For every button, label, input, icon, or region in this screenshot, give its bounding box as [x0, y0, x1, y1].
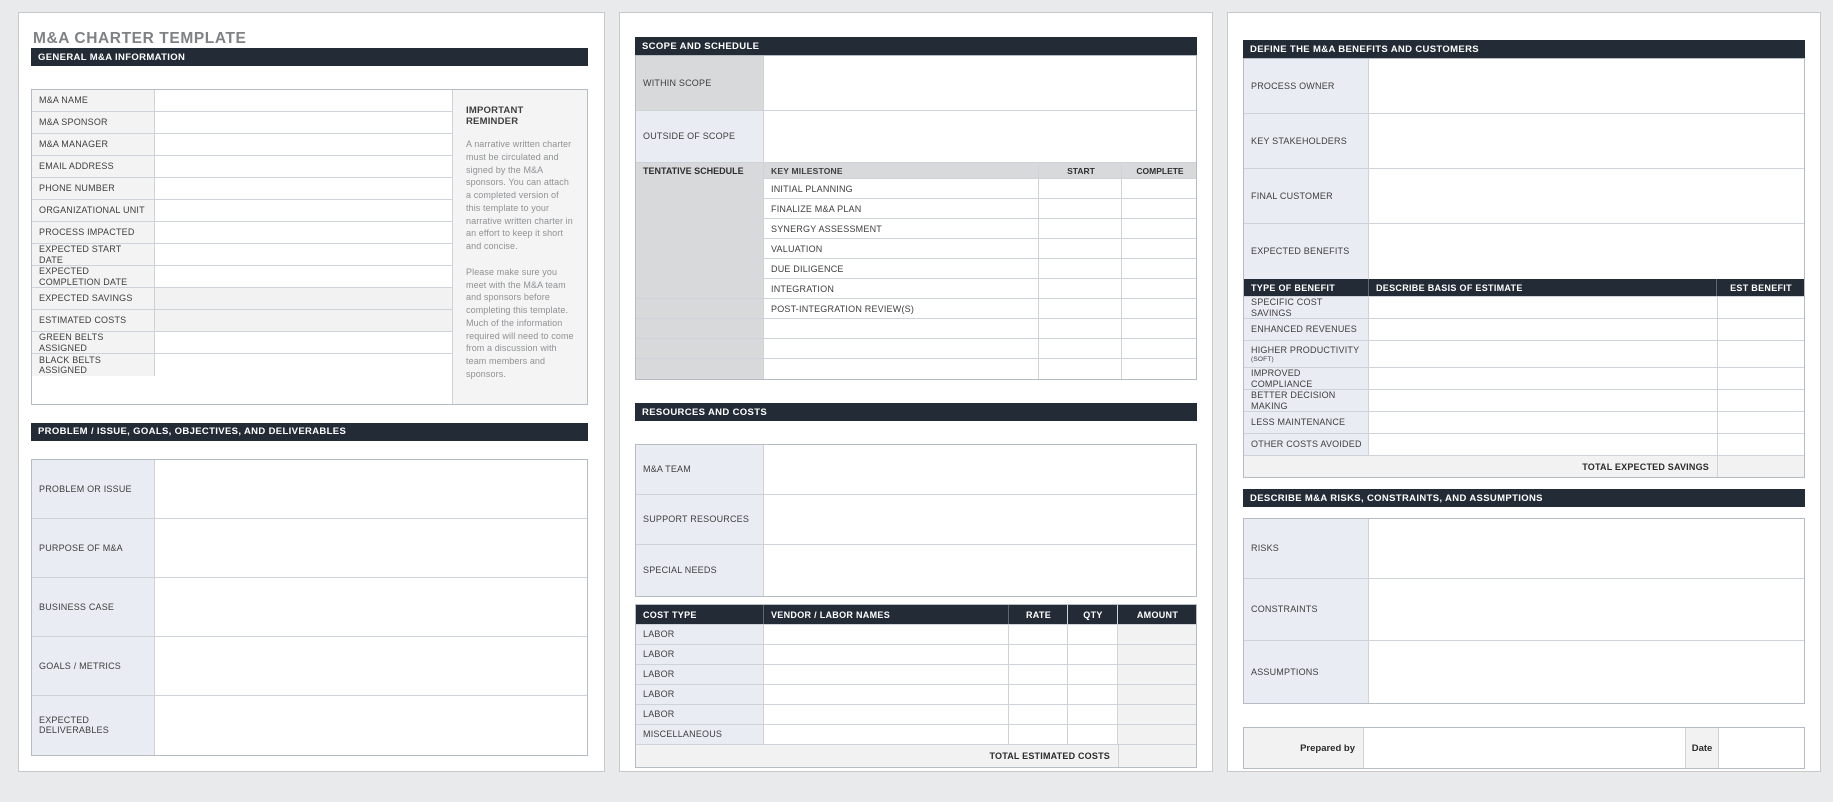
complete-date-cell[interactable]: [1122, 359, 1196, 379]
milestone-name: FINALIZE M&A PLAN: [764, 199, 1039, 218]
table-row: [32, 460, 587, 519]
milestone-name[interactable]: [764, 339, 1039, 358]
milestone-row: [764, 319, 1196, 339]
section-header-benefits-customers: DEFINE THE M&A BENEFITS AND CUSTOMERS: [1243, 40, 1805, 58]
qty-cell[interactable]: [1068, 685, 1118, 704]
table-row: [32, 90, 452, 112]
est-benefit-cell[interactable]: [1717, 434, 1804, 455]
table-row: [1244, 169, 1804, 224]
field-label: SPECIAL NEEDS: [636, 545, 764, 596]
table-row: [32, 156, 452, 178]
page-general-info: [18, 12, 605, 772]
est-benefit-cell[interactable]: [1717, 319, 1804, 340]
schedule-header-row: [764, 163, 1196, 179]
field-label: ASSUMPTIONS: [1244, 641, 1369, 703]
field-label: GREEN BELTS ASSIGNED: [32, 332, 155, 353]
milestone-name: INTEGRATION: [764, 279, 1039, 298]
field-label: SUPPORT RESOURCES: [636, 495, 764, 544]
est-benefit-cell[interactable]: [1717, 390, 1804, 411]
resources-table: [635, 444, 1197, 597]
table-row: [1244, 114, 1804, 169]
rate-cell[interactable]: [1009, 665, 1068, 684]
field-input[interactable]: [764, 495, 1196, 544]
field-input[interactable]: [764, 111, 1196, 162]
est-benefit-cell[interactable]: [1717, 297, 1804, 318]
milestone-row: [764, 219, 1196, 239]
field-label: EMAIL ADDRESS: [32, 156, 155, 177]
start-date-cell[interactable]: [1039, 299, 1122, 318]
table-row: [1244, 224, 1804, 279]
vendor-cell[interactable]: [764, 685, 1009, 704]
field-input[interactable]: [155, 266, 452, 287]
benefit-type-label: ENHANCED REVENUES: [1244, 319, 1369, 340]
field-input[interactable]: [155, 460, 587, 518]
benefit-type-label: [1244, 341, 1369, 367]
field-input[interactable]: [155, 112, 452, 133]
start-date-cell[interactable]: [1039, 359, 1122, 379]
reminder-paragraph: Please make sure you meet with the M&A team and sponsors before completing this template. Much of the information required will need to come from a discussion with team members and sponsors.: [466, 266, 574, 380]
column-header-complete: COMPLETE: [1136, 165, 1184, 176]
scope-schedule-table: [635, 55, 1197, 380]
general-info-table: [31, 89, 588, 405]
table-row: [636, 545, 1196, 596]
prepared-by-input[interactable]: [1364, 728, 1685, 768]
cost-type-label: MISCELLANEOUS: [636, 725, 764, 744]
milestone-name[interactable]: [764, 359, 1039, 379]
section-header-problem: PROBLEM / ISSUE, GOALS, OBJECTIVES, AND DELIVERABLES: [31, 423, 588, 441]
benefit-row: [1244, 434, 1804, 456]
basis-cell[interactable]: [1369, 341, 1717, 367]
column-header-start: START: [1039, 163, 1122, 178]
column-header-benefit-type: TYPE OF BENEFIT: [1244, 279, 1369, 296]
est-benefit-cell[interactable]: [1717, 368, 1804, 389]
benefit-type-label: OTHER COSTS AVOIDED: [1244, 434, 1369, 455]
field-input[interactable]: [1369, 169, 1804, 223]
field-label: WITHIN SCOPE: [636, 56, 764, 110]
milestone-name: POST-INTEGRATION REVIEW(S): [764, 299, 1039, 318]
cost-row: [636, 625, 1196, 645]
basis-cell[interactable]: [1369, 390, 1717, 411]
field-input[interactable]: [155, 90, 452, 111]
field-label: KEY STAKEHOLDERS: [1244, 114, 1369, 168]
column-header-basis: DESCRIBE BASIS OF ESTIMATE: [1369, 279, 1717, 296]
field-input[interactable]: [1369, 114, 1804, 168]
signoff-table: [1243, 727, 1805, 769]
qty-cell[interactable]: [1068, 705, 1118, 724]
vendor-cell[interactable]: [764, 625, 1009, 644]
field-label: PURPOSE OF M&A: [32, 519, 155, 577]
complete-date-cell[interactable]: [1122, 219, 1196, 238]
benefit-row: [1244, 319, 1804, 341]
amount-cell[interactable]: [1118, 685, 1196, 704]
total-estimated-costs-label: TOTAL ESTIMATED COSTS: [989, 751, 1110, 761]
prepared-by-label: Prepared by: [1244, 728, 1364, 768]
field-label: PHONE NUMBER: [32, 178, 155, 199]
field-input[interactable]: [155, 354, 452, 376]
section-header-general: GENERAL M&A INFORMATION: [31, 48, 588, 66]
field-input[interactable]: [1369, 224, 1804, 279]
table-row: [32, 310, 452, 332]
field-input[interactable]: [1369, 641, 1804, 703]
benefit-row: [1244, 297, 1804, 319]
cost-type-label: LABOR: [636, 705, 764, 724]
basis-cell[interactable]: [1369, 297, 1717, 318]
complete-date-cell[interactable]: [1122, 239, 1196, 258]
cost-row: [636, 685, 1196, 705]
field-input[interactable]: [155, 637, 587, 695]
signoff-row: [1244, 728, 1804, 768]
benefit-type-label: IMPROVED COMPLIANCE: [1244, 368, 1369, 389]
section-header-scope: SCOPE AND SCHEDULE: [635, 37, 1197, 55]
column-header-vendor: VENDOR / LABOR NAMES: [764, 605, 1009, 624]
field-input[interactable]: [155, 178, 452, 199]
qty-cell[interactable]: [1068, 725, 1118, 744]
field-input[interactable]: [155, 696, 587, 755]
column-header-cost-type: COST TYPE: [636, 605, 764, 624]
complete-date-cell[interactable]: [1122, 199, 1196, 218]
amount-cell[interactable]: [1118, 705, 1196, 724]
table-row: [636, 56, 1196, 111]
table-row: [1244, 59, 1804, 114]
rate-cell[interactable]: [1009, 725, 1068, 744]
rate-cell[interactable]: [1009, 625, 1068, 644]
milestone-name: VALUATION: [764, 239, 1039, 258]
total-amount-cell[interactable]: [1118, 745, 1196, 767]
field-label: OUTSIDE OF SCOPE: [636, 111, 764, 162]
table-row: [32, 134, 452, 156]
vendor-cell[interactable]: [764, 645, 1009, 664]
milestone-name[interactable]: [764, 319, 1039, 338]
start-date-cell[interactable]: [1039, 239, 1122, 258]
table-row: [636, 111, 1196, 163]
field-input[interactable]: [155, 578, 587, 636]
complete-date-cell[interactable]: [1122, 319, 1196, 338]
milestone-name: SYNERGY ASSESSMENT: [764, 219, 1039, 238]
table-row: [32, 222, 452, 244]
field-input[interactable]: [764, 545, 1196, 596]
milestone-name: DUE DILIGENCE: [764, 259, 1039, 278]
field-input[interactable]: [155, 200, 452, 221]
cost-header-row: [636, 605, 1196, 625]
complete-date-cell[interactable]: [1122, 299, 1196, 318]
vendor-cell[interactable]: [764, 705, 1009, 724]
start-date-cell[interactable]: [1039, 259, 1122, 278]
important-reminder-note: [452, 90, 587, 404]
complete-date-cell[interactable]: [1122, 339, 1196, 358]
table-row: [32, 288, 452, 310]
milestone-name: INITIAL PLANNING: [764, 179, 1039, 198]
complete-date-cell[interactable]: [1122, 279, 1196, 298]
field-label: EXPECTED BENEFITS: [1244, 224, 1369, 279]
qty-cell[interactable]: [1068, 645, 1118, 664]
cost-type-label: LABOR: [636, 665, 764, 684]
table-row: [636, 445, 1196, 495]
table-row: [1244, 579, 1804, 641]
complete-date-cell[interactable]: [1122, 259, 1196, 278]
milestone-row: [764, 239, 1196, 259]
column-header-amount: AMOUNT: [1118, 605, 1196, 624]
amount-cell[interactable]: [1118, 645, 1196, 664]
date-input[interactable]: [1719, 728, 1804, 768]
table-row: [32, 332, 452, 354]
field-label: CONSTRAINTS: [1244, 579, 1369, 640]
cost-row: [636, 645, 1196, 665]
column-header-qty: QTY: [1068, 605, 1118, 624]
field-label: RISKS: [1244, 519, 1369, 578]
field-label: EXPECTED START DATE: [32, 244, 155, 265]
rate-cell[interactable]: [1009, 705, 1068, 724]
field-label: M&A MANAGER: [32, 134, 155, 155]
field-input[interactable]: [1369, 519, 1804, 578]
field-input[interactable]: [764, 445, 1196, 494]
est-benefit-cell[interactable]: [1717, 412, 1804, 433]
start-date-cell[interactable]: [1039, 319, 1122, 338]
start-date-cell[interactable]: [1039, 199, 1122, 218]
milestone-row: [764, 259, 1196, 279]
benefit-type-label: BETTER DECISION MAKING: [1244, 390, 1369, 411]
amount-cell[interactable]: [1118, 625, 1196, 644]
start-date-cell[interactable]: [1039, 339, 1122, 358]
schedule-stub-cell: [636, 299, 763, 319]
benefit-row: [1244, 341, 1804, 368]
table-row: [32, 354, 452, 376]
cost-type-label: LABOR: [636, 625, 764, 644]
section-header-resources: RESOURCES AND COSTS: [635, 403, 1197, 421]
vendor-cell[interactable]: [764, 665, 1009, 684]
qty-cell[interactable]: [1068, 625, 1118, 644]
table-row: [1244, 641, 1804, 703]
start-date-cell[interactable]: [1039, 279, 1122, 298]
table-row: [32, 637, 587, 696]
field-input[interactable]: [155, 244, 452, 265]
table-row: [32, 112, 452, 134]
benefit-total-row: [1244, 456, 1804, 477]
problem-goals-table: [31, 459, 588, 756]
table-row: [32, 578, 587, 637]
field-label: EXPECTED SAVINGS: [32, 288, 155, 309]
table-row: [32, 200, 452, 222]
cost-row: [636, 705, 1196, 725]
date-label: Date: [1685, 728, 1719, 768]
field-input[interactable]: [155, 134, 452, 155]
milestone-row: [764, 359, 1196, 379]
rate-cell[interactable]: [1009, 645, 1068, 664]
field-label: BLACK BELTS ASSIGNED: [32, 354, 155, 376]
milestone-row: [764, 199, 1196, 219]
section-header-risks: DESCRIBE M&A RISKS, CONSTRAINTS, AND ASSUMPTIONS: [1243, 489, 1805, 507]
field-label: ORGANIZATIONAL UNIT: [32, 200, 155, 221]
page-scope-schedule: [619, 12, 1213, 772]
schedule-stub-cell: [636, 339, 763, 359]
field-input[interactable]: [155, 332, 452, 353]
page-title: M&A CHARTER TEMPLATE: [33, 30, 247, 47]
field-label: EXPECTED COMPLETION DATE: [32, 266, 155, 287]
start-date-cell[interactable]: [1039, 179, 1122, 198]
field-label: GOALS / METRICS: [32, 637, 155, 695]
field-input[interactable]: [155, 519, 587, 577]
page-benefits-risks: [1227, 12, 1821, 772]
vendor-cell[interactable]: [764, 725, 1009, 744]
field-input[interactable]: [1369, 59, 1804, 113]
benefit-type-sub: (SOFT): [1251, 355, 1274, 363]
field-input[interactable]: [764, 56, 1196, 110]
field-input[interactable]: [155, 156, 452, 177]
basis-cell[interactable]: [1369, 434, 1717, 455]
basis-cell[interactable]: [1369, 412, 1717, 433]
rate-cell[interactable]: [1009, 685, 1068, 704]
field-label: PROCESS IMPACTED: [32, 222, 155, 243]
field-input[interactable]: [155, 310, 452, 331]
field-label: FINAL CUSTOMER: [1244, 169, 1369, 223]
tentative-schedule-column: [636, 163, 764, 379]
field-label: PROBLEM OR ISSUE: [32, 460, 155, 518]
cost-table: [635, 604, 1197, 768]
complete-date-cell[interactable]: [1122, 179, 1196, 198]
field-label: M&A SPONSOR: [32, 112, 155, 133]
field-label: M&A TEAM: [636, 445, 764, 494]
benefit-row: [1244, 368, 1804, 390]
est-benefit-cell[interactable]: [1717, 341, 1804, 367]
total-expected-savings-label: TOTAL EXPECTED SAVINGS: [1582, 461, 1709, 472]
qty-cell[interactable]: [1068, 665, 1118, 684]
field-label: BUSINESS CASE: [32, 578, 155, 636]
table-row: [32, 266, 452, 288]
column-header-milestone: KEY MILESTONE: [764, 163, 1039, 178]
field-label: TENTATIVE SCHEDULE: [636, 163, 763, 299]
milestone-row: [764, 299, 1196, 319]
field-label: EXPECTED DELIVERABLES: [32, 696, 155, 755]
column-header-est-benefit: EST BENEFIT: [1717, 279, 1804, 296]
benefit-type-label: LESS MAINTENANCE: [1244, 412, 1369, 433]
cost-row: [636, 665, 1196, 685]
basis-cell[interactable]: [1369, 368, 1717, 389]
table-row: [636, 495, 1196, 545]
benefit-row: [1244, 412, 1804, 434]
risks-table: [1243, 518, 1805, 704]
table-row: [32, 696, 587, 755]
start-date-cell[interactable]: [1039, 219, 1122, 238]
table-row: [32, 519, 587, 578]
reminder-title: IMPORTANT REMINDER: [466, 105, 524, 127]
amount-cell[interactable]: [1118, 665, 1196, 684]
schedule-stub-cell: [636, 359, 763, 379]
benefit-header-row: [1244, 279, 1804, 297]
field-label: ESTIMATED COSTS: [32, 310, 155, 331]
milestone-row: [764, 279, 1196, 299]
cost-type-label: LABOR: [636, 645, 764, 664]
benefit-row: [1244, 390, 1804, 412]
benefit-type-label: SPECIFIC COST SAVINGS: [1244, 297, 1369, 318]
reminder-paragraph: A narrative written charter must be circulated and signed by the M&A sponsors. You can attach a completed version of this template to your narrative written charter in an effort to keep it short and concise.: [466, 139, 573, 252]
field-input[interactable]: [1369, 579, 1804, 640]
table-row: [32, 178, 452, 200]
milestone-row: [764, 339, 1196, 359]
cost-type-label: LABOR: [636, 685, 764, 704]
benefit-type-main: HIGHER PRODUCTIVITY: [1251, 344, 1360, 355]
milestone-row: [764, 179, 1196, 199]
cost-row: [636, 725, 1196, 745]
field-label: PROCESS OWNER: [1244, 59, 1369, 113]
basis-cell[interactable]: [1369, 319, 1717, 340]
schedule-stub-cell: [636, 319, 763, 339]
schedule-grid: [636, 163, 1196, 379]
field-label: M&A NAME: [32, 90, 155, 111]
table-row: [1244, 519, 1804, 579]
column-header-rate: RATE: [1009, 605, 1068, 624]
amount-cell[interactable]: [1118, 725, 1196, 744]
benefits-customers-table: [1243, 58, 1805, 478]
total-est-benefit-cell[interactable]: [1717, 456, 1804, 477]
field-input[interactable]: [155, 288, 452, 309]
table-row: [32, 244, 452, 266]
cost-total-row: [636, 745, 1196, 767]
field-input[interactable]: [155, 222, 452, 243]
